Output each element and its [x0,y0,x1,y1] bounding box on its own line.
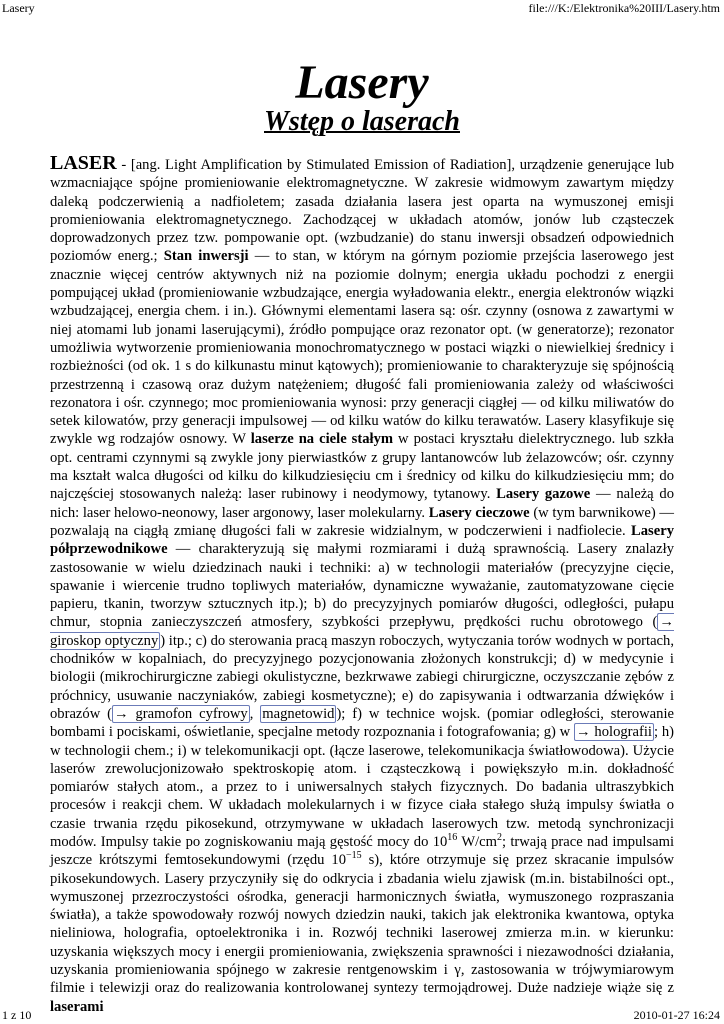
link-holografii[interactable]: → holografii [576,724,652,741]
body-text-3: w postaci kryształu dielektrycznego. lub szkła opt. centrami czynnymi są zwykle jony pierwiastków z grupy lantanowców lub żelazowców; ośr. czynny ma kształt walca długości od kilku do kilkudziesięciu cm i średnicy od kilku do kilkudziesięciu mm; do najczęściej stosowanych należą: laser rubinowy i neodymowy, tytanowy. [50,431,674,503]
term-laser: LASER [50,152,117,174]
term-laser-ciele-stalym: laserze na ciele stałym [250,431,394,448]
page-header-title: Lasery [2,1,35,15]
body-text-2: — to stan, w którym na górnym poziomie przejścia laserowego jest znacznie więcej centrów aktywnych niż na poziomie dolnym; energia układu pochodzi z energii pompującej układ (promieniowanie wzbudzające, energia wyładowania elektr., energia elektronów wiązki wzbudzającej, energia chem. i in.). Głównymi elementami lasera są: ośr. czynny (osnowa z zawartymi w niej atomami lub jonami laserującymi), źródło pompujące oraz rezonator opt. (w generatorze); rezonator umożliwia wytworzenie promieniowania monochromatycznego w postaci wiązki o niewielkiej średnicy i rozbieżności (od ok. 1 s do kilkunastu minut kątowych); promieniowanie to charakteryzuje się spójnością przestrzenną i czasową oraz dużym natężeniem; długość fali promieniowania zależy od właściwości rezonatora i ośr. czynnego; moc promieniowania wynosi: przy generacji ciągłej — od kilku miliwatów do setek kilowatów, przy generacji impulsowej — od kilku watów do kilku terawatów. Lasery klasyfikuje się zwykle wg rodzajów osnowy. W [50,248,674,448]
body-text-4: — należą do nich: laser helowo-neonowy, laser argonowy, laser molekularny. [50,486,674,521]
link-magnetowid[interactable]: magnetowid [262,705,335,722]
term-lasery-cieczowe: Lasery cieczowe [428,504,530,521]
page-footer-pagination: 1 z 10 [2,1008,32,1022]
body-text-12: ; trwają prace nad impulsami jeszcze krótszymi femtosekundowymi (rzędu 10 [50,833,675,869]
body-text-1: [ang. Light Amplification by Stimulated Emission of Radiation], urządzenie generujące lub wzmacniające spójne promieniowanie elektromagnetyczne. W zakresie widmowym zawartym między daleką podczerwienią a nadfioletem; zasada działania lasera jest oparta na wymuszonej emisji promieniowania elektromagnetycznego. Zachodzącej w układach atomów, jonów lub cząsteczek doprowadzonych przez tzw. pompowanie opt. (wzbudzanie) do stanu inwersji obsadzeń odpowiednich poziomów energ.; [50,157,674,265]
page-title: Lasery [295,56,429,109]
body-text-10: ; h) w technologii chem.; i) w telekomunikacji opt. (łącze laserowe, telekomunikacja światłowodowa). Użycie laserów zrewolucjonizowało spektroskopię atom. i cząsteczkową i powiększyło m.in. dokładność pomiarów stałych atom., a przez to i uniwersalnych stałych fizycznych. Do badania ultraszybkich procesów i reakcji chem. W układach molekularnych i w fizyce ciała stałego służą impulsy światła o czasie trwania rzędu pikosekund, otrzymywane w układach laserowych tzw. metodą synchronizacji modów. Impulsy takie po zogniskowaniu mają gęstość mocy do 10 [50,724,674,850]
body-text-9: ); f) w technice wojsk. (pomiar odległości, sterowanie bombami i pociskami, oświetlanie, specjalne metody rozpoznania i fotografowania; g) w [50,705,674,741]
link-giroskop-optyczny[interactable]: → giroskop optyczny [50,614,674,649]
body-text-11: W/cm [457,833,497,850]
term-lasery-polprzewodnikowe: Lasery półprzewodnikowe [50,522,674,558]
superscript-16: 16 [447,831,458,843]
body-text-8: , [249,705,261,722]
article-body [50,154,674,1016]
term-laserami: laserami [50,998,104,1015]
body-dash: - [116,157,131,173]
body-text-6: — charakteryzują się małymi rozmiarami i dużą sprawnością. Lasery znalazły zastosowanie w wielu dziedzinach nauki i techniki: a) w technologii materiałów (precyzyjne cięcie, spawanie i wiercenie trudno topliwych materiałów, dynamiczne wyważanie, zautomatyzowane cięcie papieru, tkanin, tworzyw sztucznych itp.); b) do precyzyjnych pomiarów długości, odległości, pułapu chmur, stopnia zanieczyszczeń atmosfery, szybkości przepływu, prędkości ruchu obrotowego ( [50,541,674,631]
body-text-5: (w tym barwnikowe) — pozwalają na ciągłą zmianę długości fali w zakresie widzialnym, w podczerwieni i nadfiolecie. [50,504,674,539]
superscript-2: 2 [497,831,502,843]
page-header-url: file:///K:/Elektronika%20III/Lasery.htm [528,1,720,15]
term-lasery-gazowe: Lasery gazowe [496,486,591,503]
subtitle-text: Wstęp o laserach [264,106,460,137]
superscript-minus-15: −15 [346,850,362,862]
link-gramofon-cyfrowy[interactable]: → gramofon cyfrowy [114,705,248,722]
page-footer-timestamp: 2010-01-27 16:24 [633,1008,720,1022]
body-text-13: s), które otrzymuje się przez skracanie impulsów pikosekundowych. Lasery przyczyniły się do odkrycia i zbadania wielu zjawisk (m.in. bistabilności opt., wymuszonej przezroczystości ośrodka, generacji harmonicznych światła, wymuszonego rozpraszania światła), a także spowodowały rozwój nowych dziedzin nauki, takich jak elektronika kwantowa, optyka nieliniowa, holografia, optoelektronika i in. Rozwój techniki laserowej zmierza m.in. w kierunku: uzyskania większych mocy i energii promieniowania, zwiększenia sprawności i niezawodności działania, uzyskania promieniowania spójnego w zakresie rentgenowskim i γ, zastosowania w trójwymiarowym filmie i telewizji oraz do realizowania kontrolowanej syntezy termojądrowej. Duże nadzieje wiąże się z [50,852,674,997]
body-text-7: ) itp.; c) do sterowania pracą maszyn roboczych, wytyczania torów wodnych w portach, chodników w kopalniach, do precyzyjnego pozycjonowania złożonych konstrukcji; d) w medycynie i biologii (mikrochirurgiczne zabiegi okulistyczne, bezkrwawe zabiegi chirurgiczne, oczyszczanie zębów z próchnicy, usuwanie naczyniaków, zabiegi kosmetyczne); e) do zapisywania i odtwarzania dźwięków i obrazów ( [50,632,674,722]
page-subtitle [0,106,724,138]
term-stan-inwersji: Stan inwersji [163,248,249,265]
